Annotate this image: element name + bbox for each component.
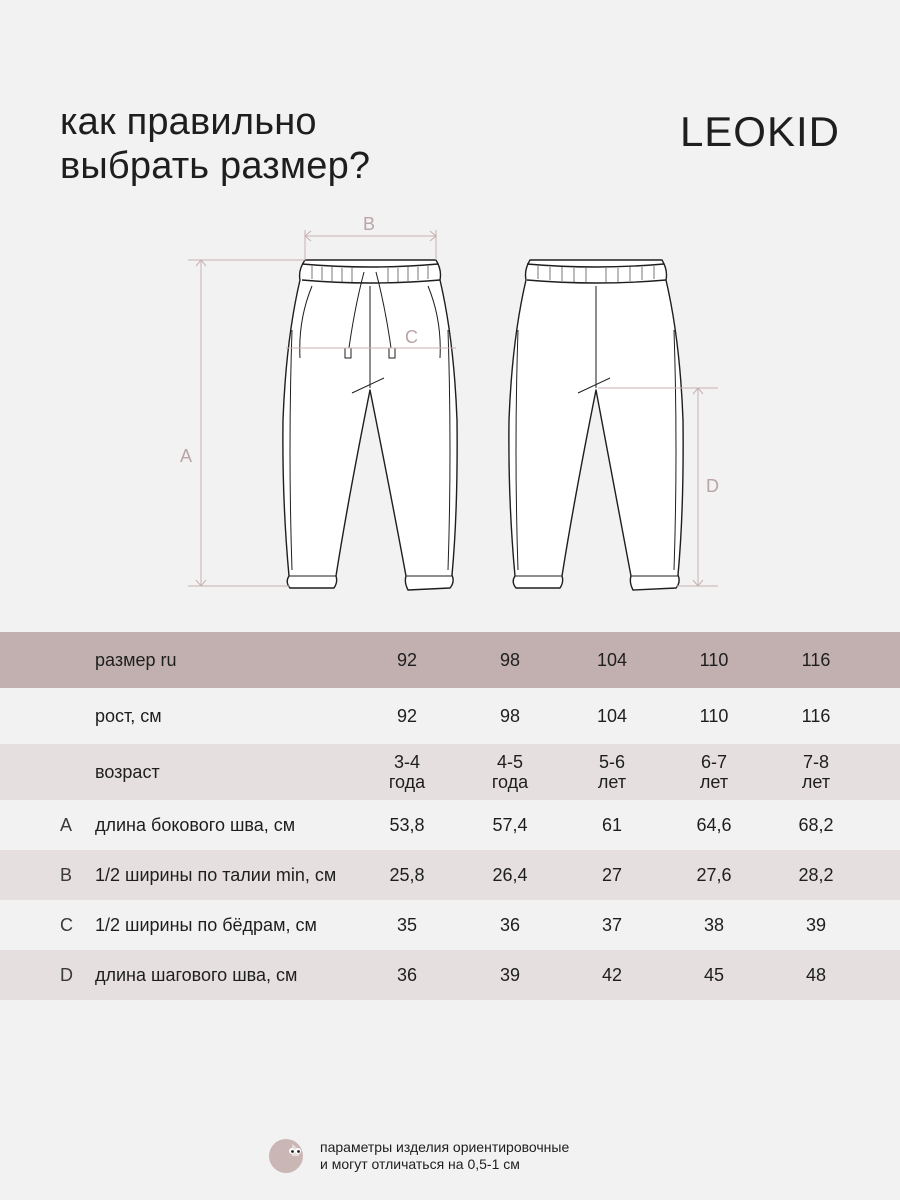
cell-line: 27	[601, 865, 623, 885]
cell-line: 104	[596, 706, 628, 726]
table-cell	[470, 915, 550, 935]
cell-line: 98	[499, 650, 521, 670]
table-cell	[674, 650, 754, 670]
cell-line: 5-6	[598, 752, 625, 772]
table-cell	[776, 815, 856, 835]
row-label: 1/2 ширины по бёдрам, см	[95, 914, 317, 935]
table-cell	[776, 865, 856, 885]
table-cell	[367, 706, 447, 726]
row-letter: C	[60, 914, 73, 935]
title-line-2: выбрать размер?	[60, 145, 371, 187]
cell-line: 4-5	[496, 752, 523, 772]
cell-line: 35	[396, 915, 418, 935]
table-cell	[674, 915, 754, 935]
cell-line: 25,8	[389, 865, 425, 885]
cell-line: 110	[699, 650, 729, 670]
table-cell	[674, 865, 754, 885]
cell-line: 26,4	[492, 865, 528, 885]
pants-front-view	[283, 260, 457, 590]
cell-line: 37	[601, 915, 623, 935]
table-cell	[470, 865, 550, 885]
table-cell	[470, 706, 550, 726]
dim-label-b: B	[363, 214, 376, 234]
row-letter: A	[60, 814, 73, 835]
cell-line: 28,2	[798, 865, 834, 885]
dim-ext-b	[305, 230, 436, 260]
table-cell	[674, 706, 754, 726]
table-cell	[776, 650, 856, 670]
cell-line: 92	[396, 706, 418, 726]
table-cell	[572, 915, 652, 935]
size-table	[0, 632, 900, 1000]
row-label: длина бокового шва, см	[95, 814, 296, 835]
row-label: длина шагового шва, см	[95, 964, 298, 985]
table-cell	[572, 815, 652, 835]
cell-line: 92	[396, 650, 418, 670]
table-row	[0, 744, 900, 800]
table-cell	[470, 815, 550, 835]
cell-line: 38	[703, 915, 725, 935]
row-letter: B	[60, 864, 73, 885]
cell-line: 57,4	[492, 815, 528, 835]
table-cell	[367, 752, 447, 792]
page-title	[60, 100, 370, 188]
cell-line: 48	[805, 965, 827, 985]
cell-line: 45	[703, 965, 725, 985]
table-cell	[572, 752, 652, 792]
cell-line: 64,6	[696, 815, 732, 835]
cell-line: 39	[499, 965, 521, 985]
table-row	[0, 800, 900, 850]
table-row	[0, 900, 900, 950]
table-cell	[674, 752, 754, 792]
table-cell	[572, 706, 652, 726]
table-cell	[367, 915, 447, 935]
dim-line-a	[196, 260, 206, 586]
cell-line: 68,2	[798, 815, 834, 835]
cell-line: года	[388, 772, 426, 792]
cell-line: 61	[601, 815, 623, 835]
pants-diagram	[0, 200, 900, 610]
table-cell	[776, 752, 856, 792]
table-row	[0, 688, 900, 744]
cell-line: 110	[699, 706, 729, 726]
cell-line: 3-4	[393, 752, 420, 772]
cell-line: 36	[396, 965, 418, 985]
cell-line: лет	[801, 772, 831, 792]
table-row	[0, 850, 900, 900]
cell-line: 104	[596, 650, 628, 670]
brand-logo: LEOKID	[679, 108, 840, 155]
cell-line: 6-7	[700, 752, 727, 772]
cell-line: лет	[699, 772, 729, 792]
dim-line-d	[693, 388, 703, 586]
table-cell	[572, 865, 652, 885]
dim-label-d: D	[706, 476, 719, 496]
table-cell	[674, 815, 754, 835]
row-label: возраст	[95, 761, 160, 782]
dim-label-c: C	[405, 327, 418, 347]
cell-line: 7-8	[802, 752, 829, 772]
row-letter: D	[60, 964, 73, 985]
row-label: размер ru	[95, 649, 177, 670]
footer-note	[268, 1138, 569, 1174]
dim-label-a: A	[180, 446, 193, 466]
cell-line: 27,6	[696, 865, 732, 885]
table-cell	[572, 965, 652, 985]
table-cell	[470, 752, 550, 792]
table-row	[0, 632, 900, 688]
cell-line: 39	[805, 915, 827, 935]
table-cell	[367, 815, 447, 835]
table-cell	[367, 650, 447, 670]
table-cell	[470, 650, 550, 670]
cell-line: 98	[499, 706, 521, 726]
row-label: рост, см	[95, 705, 162, 726]
title-line-1: как правильно	[60, 101, 317, 143]
table-cell	[470, 965, 550, 985]
table-cell	[776, 915, 856, 935]
cell-line: года	[491, 772, 529, 792]
table-cell	[367, 865, 447, 885]
cell-line: 42	[601, 965, 623, 985]
table-cell	[674, 965, 754, 985]
footer-note-line-1: параметры изделия ориентировочные	[320, 1139, 570, 1155]
table-cell	[572, 650, 652, 670]
table-row	[0, 950, 900, 1000]
cell-line: 116	[801, 706, 831, 726]
pants-back-view	[509, 260, 683, 590]
table-cell	[776, 965, 856, 985]
footer-note-line-2: и могут отличаться на 0,5-1 см	[320, 1156, 520, 1172]
cell-line: 53,8	[389, 815, 425, 835]
footer-note-text	[320, 1139, 569, 1173]
mascot-icon	[268, 1138, 304, 1174]
cell-line: 116	[801, 650, 831, 670]
row-label: 1/2 ширины по талии min, см	[95, 864, 337, 885]
table-cell	[367, 965, 447, 985]
cell-line: 36	[499, 915, 521, 935]
table-cell	[776, 706, 856, 726]
cell-line: лет	[597, 772, 627, 792]
